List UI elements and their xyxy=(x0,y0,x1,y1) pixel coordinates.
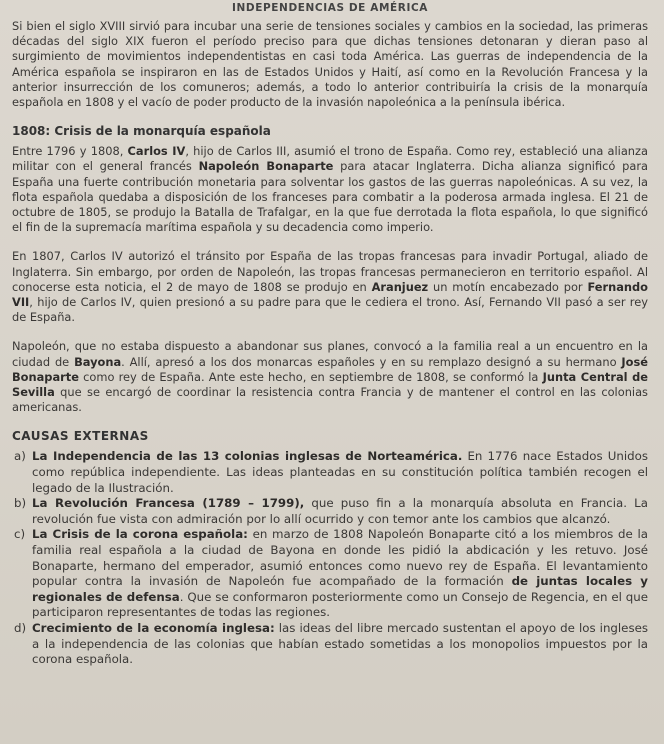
list-marker: b) xyxy=(14,496,27,511)
text-run: Entre 1796 y 1808, xyxy=(12,144,128,159)
list-marker: d) xyxy=(14,621,27,635)
text-run: en marzo de 1808 Napoleón Bonaparte citó a los miembros de la familia real española a la ciudad de Bayona en donde les pidió la abdicación y les retuvo. José Bonaparte, hermano del emperador, asumió entonces como nuevo rey de España. El levantamiento popular contra la invasión de Napoleón fue acompañado de la formación xyxy=(32,527,648,589)
list-item xyxy=(12,496,648,527)
bold-term: Junta Central de Sevilla xyxy=(12,369,648,400)
bold-term: Bayona xyxy=(74,354,122,369)
page-header: INDEPENDENCIAS DE AMÉRICA xyxy=(232,2,428,14)
text-run: como rey de España. Ante este hecho, en septiembre de 1808, se conformó la xyxy=(78,369,543,384)
intro-paragraph: Si bien el siglo XVIII sirvió para incubar una serie de tensiones sociales y cambios en la sociedad, las primeras décadas del siglo XIX fueron el período preciso para que dichas tensiones detonaran y dieran paso al surgimiento de movimientos independentistas en casi toda América. Las guerras de independencia de la América española se inspiraron en las de Estados Unidos y Haití, así como en la Revolución Francesa y la anterior insurrección de los comuneros; además, a todo lo anterior contribuiría la crisis de la monarquía española en 1808 y el vacío de poder producto de la invasión napoleónica a la península ibérica. xyxy=(12,19,648,110)
text-run: que puso fin a la monarquía absoluta en Francia. La revolución fue vista con admiración por lo allí ocurrido y con temor ante los cambios que alcanzó. xyxy=(32,496,648,526)
list-item xyxy=(12,449,648,496)
paragraph-carlos-iv xyxy=(12,144,648,235)
text-run: . Allí, apresó a los dos monarcas españoles y en su remplazo designó a su hermano xyxy=(121,354,622,369)
bold-term: La Independencia de las 13 colonias inglesas de Norteamérica. xyxy=(32,449,463,464)
list-marker: a) xyxy=(14,449,26,464)
section-title: 1808: Crisis de la monarquía española xyxy=(12,124,271,139)
text-run: . Que se conformaron posteriormente como un Consejo de Regencia, en el que participaron representantes de todas las regiones. xyxy=(32,589,648,620)
bold-term: Napoleón Bonaparte xyxy=(198,159,334,174)
list-marker: c) xyxy=(14,527,26,542)
text-run: Napoleón, que no estaba dispuesto a abandonar sus planes, convocó a la familia real a un encuentro en la ciudad de xyxy=(12,339,648,369)
text-run: que se encargó de coordinar la resistencia contra Francia y de mantener el control en las colonias americanas. xyxy=(12,385,648,415)
bold-term: La Revolución Francesa (1789 – 1799), xyxy=(32,496,305,511)
text-run: para atacar Inglaterra. Dicha alianza significó para España una fuerte contribución monetaria para solventar los gastos de las guerras napoleónicas. A su vez, la flota española quedaba a disposición de los franceses para combatir a la poderosa armada inglesa. El 21 de octubre de 1805, se produjo la Batalla de Trafalgar, en la que fue derrotada la flota española, lo que significó el fin de la supremacía marítima española y su decadencia como imperio. xyxy=(12,159,649,235)
bold-term: Crecimiento de la economía inglesa: xyxy=(32,621,275,635)
text-run: un motín encabezado por xyxy=(428,279,588,294)
bold-term: Aranjuez xyxy=(371,279,429,294)
text-run: , hijo de Carlos IV, quien presionó a su padre para que le cediera el trono. Así, Fernando VII pasó a ser rey de España. xyxy=(12,295,648,325)
bold-term: Carlos IV xyxy=(127,144,186,159)
list-item xyxy=(12,621,648,668)
causas-list xyxy=(12,449,648,667)
list-item xyxy=(12,527,648,621)
causas-title: CAUSAS EXTERNAS xyxy=(12,429,149,444)
paragraph-aranjuez xyxy=(12,249,648,325)
text-run: En 1807, Carlos IV autorizó el tránsito por España de las tropas francesas para invadir Portugal, aliado de Inglaterra. Sin embargo, por orden de Napoleón, las tropas francesas permanecieron en territorio español. Al conocerse esta noticia, el 2 de mayo de 1808 se produjo en xyxy=(12,249,648,294)
text-run: En 1776 nace Estados Unidos como república independiente. Las ideas planteadas en su constitución política también recogen el legado de la Ilustración. xyxy=(32,449,648,495)
bold-term: de juntas locales y regionales de defensa xyxy=(32,574,648,604)
bold-term: Fernando VII xyxy=(12,279,648,310)
bold-term: José Bonaparte xyxy=(12,354,648,384)
text-run: , hijo de Carlos III, asumió el trono de España. Como rey, estableció una alianza militar con el general francés xyxy=(12,144,648,174)
text-run: las ideas del libre mercado sustentan el apoyo de los ingleses a la independencia de las colonias que habían estado sometidas a los monopolios impuestos por la corona española. xyxy=(32,621,648,667)
bold-term: La Crisis de la corona española: xyxy=(32,527,248,542)
paragraph-bayona xyxy=(12,339,648,415)
